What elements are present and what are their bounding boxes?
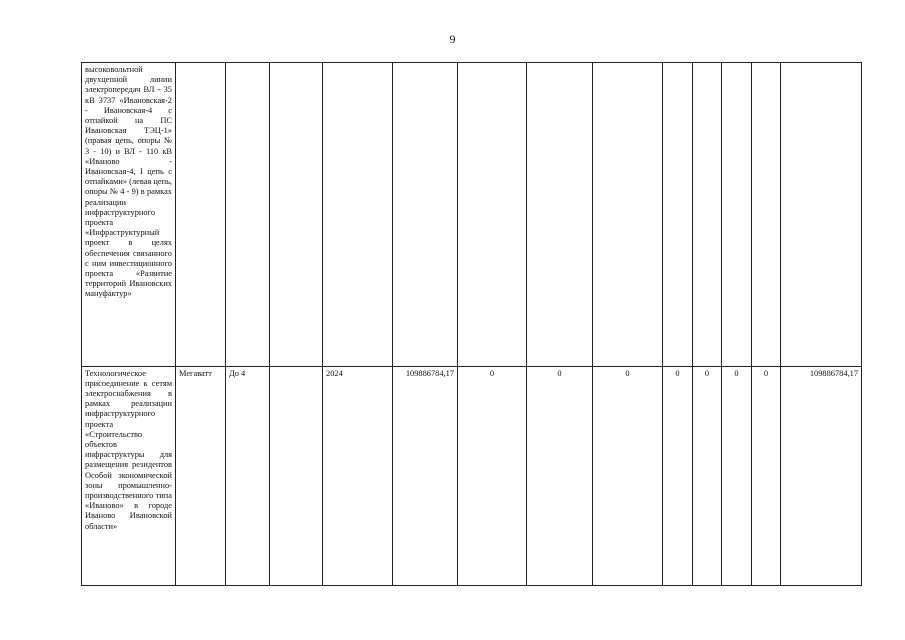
cell-unit <box>176 63 226 367</box>
cell-value-5 <box>693 63 722 367</box>
cell-unit: Мегаватт <box>176 366 226 585</box>
cell-amount: 109886784,17 <box>781 366 862 585</box>
cell-value-2 <box>527 63 593 367</box>
cell-col4 <box>270 366 323 585</box>
table-row <box>82 63 862 367</box>
cell-value-1: 0 <box>458 366 527 585</box>
cell-value-2: 0 <box>527 366 593 585</box>
investment-table <box>81 62 862 586</box>
cell-description: Технологическое присоединение к сетям электроснабжения в рамках реализации инфраструктурного проекта «Строительство объектов инфраструктуры для размещения резидентов Особой экономической зоны промышленно-производственного типа «Иваново» в городе Иваново Ивановской области» <box>82 366 176 585</box>
cell-description: высоковольтной двухцепной линии электропередач ВЛ - 35 кВ 3737 «Ивановская-2 - Ивановская-4 с отпайкой на ПС Ивановская ТЭЦ-1» (правая цепь, опоры № 3 - 10) и ВЛ - 110 кВ «Иваново - Ивановская-4, I цепь с отпайками» (левая цепь, опоры № 4 - 9) в рамках реализации инфраструктурного проекта «Инфраструктурный проект в целях обеспечения связанного с ним инвестиционного проекта «Развитие территорий Ивановских мануфактур» <box>82 63 176 367</box>
cell-capacity <box>226 63 270 367</box>
cell-value-5: 0 <box>693 366 722 585</box>
table-row <box>82 366 862 585</box>
cell-value-3: 0 <box>593 366 663 585</box>
cell-year: 2024 <box>323 366 393 585</box>
cell-total <box>393 63 458 367</box>
cell-value-6: 0 <box>722 366 752 585</box>
cell-value-7: 0 <box>752 366 781 585</box>
cell-value-7 <box>752 63 781 367</box>
page-number: 9 <box>449 32 456 46</box>
cell-capacity: До 4 <box>226 366 270 585</box>
cell-value-6 <box>722 63 752 367</box>
cell-value-4: 0 <box>663 366 693 585</box>
cell-value-4 <box>663 63 693 367</box>
cell-value-1 <box>458 63 527 367</box>
cell-year <box>323 63 393 367</box>
cell-amount <box>781 63 862 367</box>
cell-total: 109886784,17 <box>393 366 458 585</box>
cell-value-3 <box>593 63 663 367</box>
cell-col4 <box>270 63 323 367</box>
